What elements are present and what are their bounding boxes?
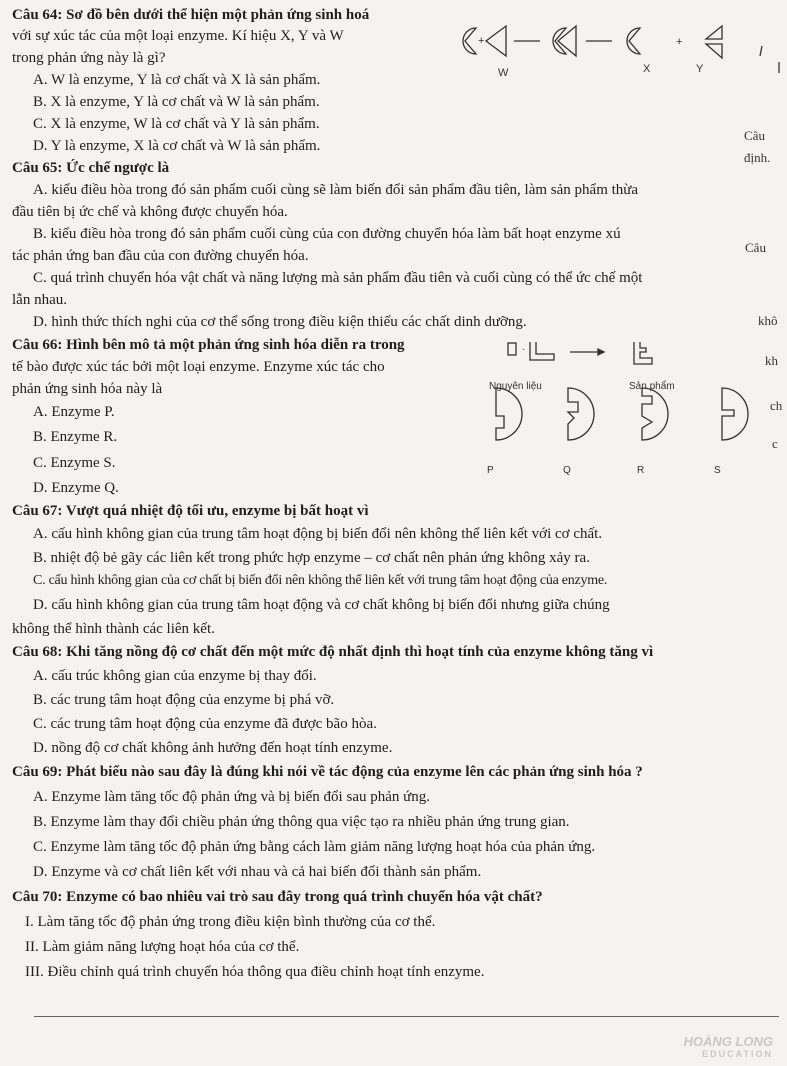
label-product: Sản phẩm xyxy=(629,381,675,392)
margin-fragment: khô xyxy=(758,313,778,328)
substrate-triangle xyxy=(486,26,506,56)
q67-title: Câu 67: Vượt quá nhiệt độ tối ưu, enzyme bị bất hoạt vì xyxy=(12,503,369,519)
q64-text-line3: trong phản ứng này là gì? xyxy=(12,50,166,66)
q64-option-b[interactable]: B. X là enzyme, Y là cơ chất và W là sản phẩm. xyxy=(33,94,320,110)
q68-title: Câu 68: Khi tăng nồng độ cơ chất đến một mức độ nhất định thì hoạt tính của enzyme không tăng vì xyxy=(12,644,654,660)
logo-line1: HOÀNG LONG xyxy=(683,1034,773,1049)
q65-option-a-line1[interactable]: A. kiểu điều hòa trong đó sản phẩm cuối cùng sẽ làm biến đổi sản phẩm đầu tiên, làm sản phẩm thừa xyxy=(33,182,639,198)
footer-divider xyxy=(34,1016,779,1017)
label-enzyme-s: S xyxy=(714,465,721,476)
q64-option-a[interactable]: A. W là enzyme, Y là cơ chất và X là sản phẩm. xyxy=(33,72,321,88)
q69-option-c[interactable]: C. Enzyme làm tăng tốc độ phản ứng bằng cách làm giảm năng lượng hoạt hóa của phản ứng. xyxy=(33,839,596,855)
q66-text-line3: phản ứng sinh hóa này là xyxy=(12,381,163,397)
q67-option-b[interactable]: B. nhiệt độ bẻ gãy các liên kết trong phức hợp enzyme – cơ chất nên phản ứng không xảy ra. xyxy=(33,550,590,566)
q67-option-d-line1[interactable]: D. cấu hình không gian của trung tâm hoạt động và cơ chất không bị biến đổi nhưng giữa chúng xyxy=(33,597,610,613)
q66-text-line2: tế bào được xúc tác bởi một loại enzyme. Enzyme xúc tác cho xyxy=(12,359,385,375)
svg-text:+: + xyxy=(478,35,485,47)
q64-text-line2: với sự xúc tác của một loại enzyme. Kí hiệu X, Y và W xyxy=(12,28,344,44)
q64-reaction-diagram xyxy=(448,18,783,78)
q65-option-b-line1[interactable]: B. kiểu điều hòa trong đó sản phẩm cuối cùng của con đường chuyển hóa làm bất hoạt enzyme xú xyxy=(33,226,621,242)
q64-option-c[interactable]: C. X là enzyme, W là cơ chất và Y là sản phẩm. xyxy=(33,116,320,132)
q64-text-line1: Câu 64: Sơ đồ bên dưới thể hiện một phản ứng sinh hoá xyxy=(12,7,370,23)
q70-title: Câu 70: Enzyme có bao nhiêu vai trò sau đây trong quá trình chuyển hóa vật chất? xyxy=(12,889,543,905)
q66-enzyme-diagram xyxy=(470,340,770,460)
label-enzyme-r: R xyxy=(637,465,645,476)
margin-fragment: định. xyxy=(744,150,771,165)
enzyme-r xyxy=(642,388,668,440)
q66-option-b[interactable]: B. Enzyme R. xyxy=(33,429,118,445)
enzyme-s xyxy=(722,388,748,440)
substrate-small-square xyxy=(508,343,516,355)
q68-option-d[interactable]: D. nồng độ cơ chất không ảnh hưởng đến hoạt tính enzyme. xyxy=(33,740,393,756)
q66-option-d[interactable]: D. Enzyme Q. xyxy=(33,480,119,496)
q70-item-2: II. Làm giảm năng lượng hoạt hóa của cơ thể. xyxy=(25,939,300,955)
label-substrate: Nguyên liệu xyxy=(489,381,542,392)
q70-item-3: III. Điều chỉnh quá trình chuyển hóa thông qua điều chỉnh hoạt tính enzyme. xyxy=(25,964,485,980)
q66-option-a[interactable]: A. Enzyme P. xyxy=(33,404,115,420)
substrate-l-shape xyxy=(530,342,554,360)
q66-text-line1: Câu 66: Hình bên mô tả một phản ứng sinh hóa diễn ra trong xyxy=(12,337,405,353)
q68-option-c[interactable]: C. các trung tâm hoạt động của enzyme đã được bão hòa. xyxy=(33,716,377,732)
q65-option-a-line2[interactable]: đầu tiên bị ức chế và không được chuyển hóa. xyxy=(12,204,288,220)
margin-fragment: Câu xyxy=(745,240,766,255)
q67-option-d-line2[interactable]: không thể hình thành các liên kết. xyxy=(12,621,215,637)
label-y: Y xyxy=(696,63,704,75)
q67-option-c[interactable]: C. cấu hình không gian của cơ chất bị biến đổi nên không thể liên kết với trung tâm hoạt động của enzyme. xyxy=(33,573,608,588)
margin-fragment: kh xyxy=(765,353,778,368)
q65-option-c-line1[interactable]: C. quá trình chuyển hóa vật chất và năng lượng mà sản phẩm đầu tiên và cuối cùng có thể ức chế một xyxy=(33,270,643,286)
label-enzyme-p: P xyxy=(487,465,494,476)
q69-option-d[interactable]: D. Enzyme và cơ chất liên kết với nhau và cả hai biến đổi thành sản phẩm. xyxy=(33,864,482,880)
q67-option-a[interactable]: A. cấu hình không gian của trung tâm hoạt động bị biến đổi nên không thể liên kết với cơ chất. xyxy=(33,526,603,542)
enzyme-p xyxy=(496,388,522,440)
svg-text:·: · xyxy=(522,344,526,355)
q64-option-d[interactable]: D. Y là enzyme, X là cơ chất và W là sản phẩm. xyxy=(33,138,321,154)
label-w: W xyxy=(498,67,509,78)
q65-title: Câu 65: Ức chế ngược là xyxy=(12,160,170,176)
brand-logo xyxy=(683,1035,773,1061)
q69-option-a[interactable]: A. Enzyme làm tăng tốc độ phản ứng và bị biến đổi sau phản ứng. xyxy=(33,789,431,805)
product-shape xyxy=(634,342,652,364)
label-enzyme-q: Q xyxy=(563,465,571,476)
q68-option-b[interactable]: B. các trung tâm hoạt động của enzyme bị phá vỡ. xyxy=(33,692,335,708)
enzyme-q xyxy=(568,388,594,440)
logo-line2: EDUCATION xyxy=(702,1049,773,1059)
q65-option-c-line2[interactable]: lẫn nhau. xyxy=(12,292,67,308)
q69-title: Câu 69: Phát biểu nào sau đây là đúng khi nói về tác động của enzyme lên các phản ứng sinh hóa ? xyxy=(12,764,643,780)
q68-option-a[interactable]: A. cấu trúc không gian của enzyme bị thay đổi. xyxy=(33,668,317,684)
svg-text:+: + xyxy=(676,36,683,48)
q69-option-b[interactable]: B. Enzyme làm thay đổi chiều phản ứng thông qua việc tạo ra nhiều phản ứng trung gian. xyxy=(33,814,570,830)
label-x: X xyxy=(643,63,651,75)
enzyme-shape xyxy=(463,28,476,54)
q65-option-b-line2[interactable]: tác phản ứng ban đầu của con đường chuyển hóa. xyxy=(12,248,309,264)
margin-fragment: ch xyxy=(770,398,783,413)
margin-fragment: Câu xyxy=(744,128,765,143)
margin-fragment: c xyxy=(772,436,778,451)
q70-item-1: I. Làm tăng tốc độ phản ứng trong điều kiện bình thường của cơ thể. xyxy=(25,914,436,930)
q66-option-c[interactable]: C. Enzyme S. xyxy=(33,455,116,471)
q65-option-d[interactable]: D. hình thức thích nghi của cơ thể sống trong điều kiện thiếu các chất dinh dưỡng. xyxy=(33,314,527,330)
